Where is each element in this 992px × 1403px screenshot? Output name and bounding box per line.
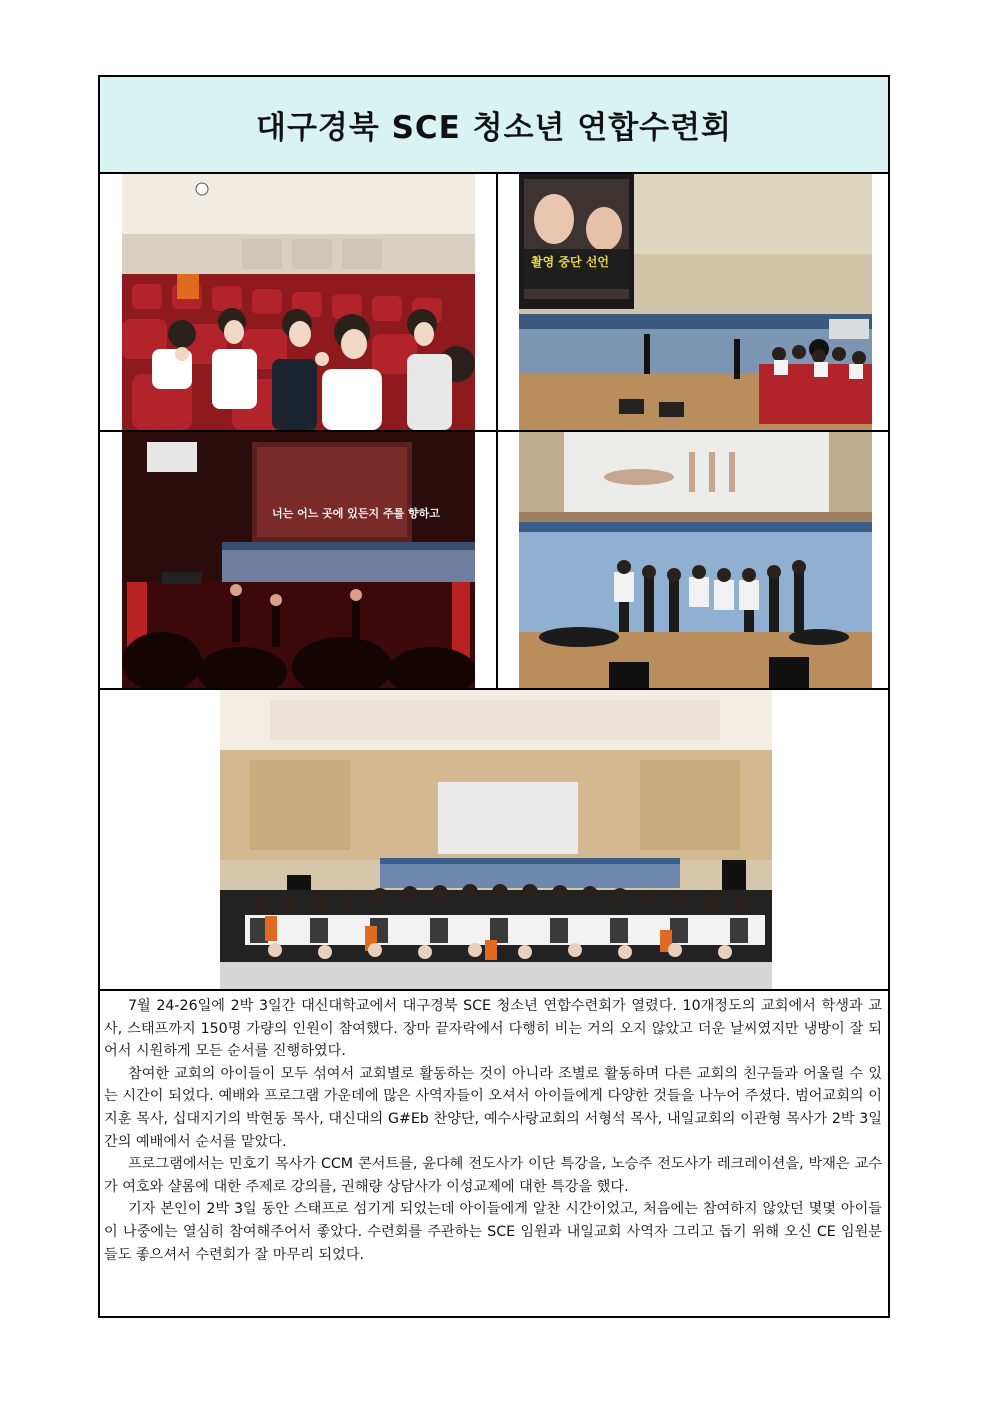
article-body xyxy=(104,995,882,1266)
photo-recreation-performance xyxy=(519,432,872,688)
paragraph-3: 프로그램에서는 민호기 목사가 CCM 콘서트를, 윤다혜 전도사가 이단 특강을, 노승주 전도사가 레크레이션을, 박재은 교수가 여호와 샬롬에 대한 주제로 강의를, 권해량 상담사가 이성교제에 대한 특강을 했다. xyxy=(104,1156,882,1195)
paragraph-4: 기자 본인이 2박 3일 동안 스태프로 섬기게 되었는데 아이들에게 알찬 시간이었고, 처음에는 참여하지 않았던 몇몇 아이들이 나중에는 열심히 참여해주어서 좋았다. 수련회를 주관하는 SCE 임원과 내일교회 사역자 그리고 돕기 위해 오신 CE 임원분들도 좋으셔서 수련회가 잘 마무리 되었다. xyxy=(104,1201,882,1263)
page-title: 대구경북 SCE 청소년 연합수련회 xyxy=(256,110,732,146)
paragraph-2: 참여한 교회의 아이들이 모두 섞여서 교회별로 활동하는 것이 아니라 조별로 활동하며 다른 교회의 친구들과 어울릴 수 있는 시간이 되었다. 예배와 프로그램 가운데에 많은 사역자들이 오셔서 아이들에게 다양한 것들을 나누어 주셨다. 범어교회의 이지훈 목사, 십대지기의 박현동 목사, 대신대의 G#Eb 찬양단, 예수사랑교회의 서형석 목사, 내일교회의 이관형 목사가 2박 3일간의 예배에서 순서를 맡았다. xyxy=(104,1065,882,1150)
photo-worship-concert xyxy=(122,432,475,688)
worship-screen-lyrics: 너는 어느 곳에 있든지 주를 향하고 xyxy=(272,507,440,520)
grid-divider-text xyxy=(100,989,888,991)
photo-stage-screen xyxy=(519,174,872,430)
article-frame xyxy=(98,75,890,1318)
photo-group-picture xyxy=(220,690,772,989)
paragraph-1: 7월 24-26일에 2박 3일간 대신대학교에서 대구경북 SCE 청소년 연합수련회가 열렸다. 10개정도의 교회에서 학생과 교사, 스태프까지 150명 가량의 인원이 참여했다. 장마 끝자락에서 다행히 비는 거의 오지 않았고 더운 날씨였지만 냉방이 잘 되어서 시원하게 모든 순서를 진행하였다. xyxy=(104,998,882,1060)
photo-audience-cheering xyxy=(122,174,475,430)
title-bar xyxy=(100,77,888,174)
stage-screen-caption: 촬영 중단 선언 xyxy=(531,255,609,269)
